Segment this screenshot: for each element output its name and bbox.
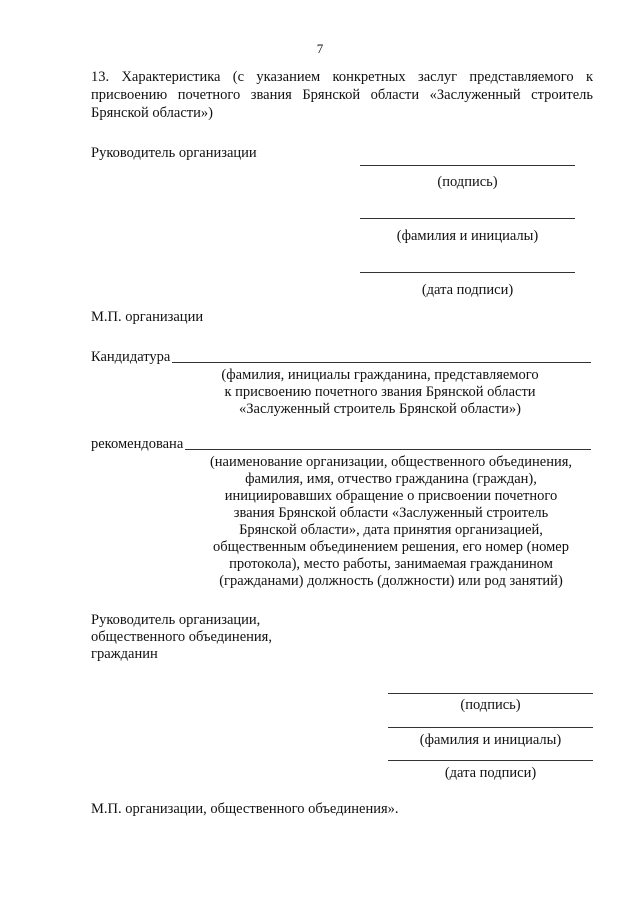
signature-caption-2: (подпись) [460, 697, 521, 713]
head-association-label-line: Руководитель организации, [91, 612, 261, 628]
date-line[interactable] [360, 272, 575, 273]
recommended-explanation-line: (наименование организации, общественного объединения, [209, 454, 573, 470]
signature-caption: (подпись) [437, 174, 498, 190]
recommended-row [91, 436, 591, 453]
date-caption-2: (дата подписи) [444, 765, 537, 781]
stamp-label: М.П. организации [91, 309, 204, 325]
candidacy-row [91, 349, 591, 366]
name-line-2[interactable] [388, 727, 593, 728]
candidacy-explanation-line: (фамилия, инициалы гражданина, представляемого [221, 367, 539, 383]
recommended-explanation-line: общественным объединением решения, его номер (номер [213, 539, 569, 555]
date-caption: (дата подписи) [421, 282, 514, 298]
recommended-field-line[interactable] [185, 449, 591, 450]
recommended-explanation-line: протокола), место работы, занимаемая гражданином [229, 556, 553, 572]
recommended-explanation-line: (гражданами) должность (должности) или род занятий) [219, 573, 563, 589]
stamp-label-2: М.П. организации, общественного объединения». [91, 801, 399, 817]
head-association-label-line: гражданин [91, 646, 158, 662]
signature-line-2[interactable] [388, 693, 593, 694]
name-caption-2: (фамилия и инициалы) [419, 732, 562, 748]
page-number: 7 [316, 41, 324, 56]
head-association-label-line: общественного объединения, [91, 629, 272, 645]
head-association-label [91, 612, 272, 663]
candidacy-explanation-line: к присвоению почетного звания Брянской области [224, 384, 536, 400]
name-line[interactable] [360, 218, 575, 219]
candidacy-field-line[interactable] [172, 362, 591, 363]
section-13-text: 13. Характеристика (с указанием конкретных заслуг представляемого к присвоению почетного звания Брянской области «Заслуженный строитель Брянской области») [91, 69, 593, 121]
recommended-explanation-line: фамилия, имя, отчество гражданина (граждан), [245, 471, 537, 487]
recommended-explanation-line: инициировавших обращение о присвоении почетного [224, 488, 558, 504]
candidacy-label: Кандидатура [91, 349, 171, 365]
name-caption: (фамилия и инициалы) [396, 228, 539, 244]
recommended-explanation-line: Брянской области», дата принятия организацией, [239, 522, 543, 538]
signature-line[interactable] [360, 165, 575, 166]
recommended-label: рекомендована [91, 436, 184, 452]
recommended-explanation [182, 454, 600, 590]
head-of-organization-label: Руководитель организации [91, 145, 257, 161]
candidacy-explanation [180, 367, 580, 418]
candidacy-explanation-line: «Заслуженный строитель Брянской области») [239, 401, 521, 417]
recommended-explanation-line: звания Брянской области «Заслуженный строитель [233, 505, 549, 521]
date-line-2[interactable] [388, 760, 593, 761]
